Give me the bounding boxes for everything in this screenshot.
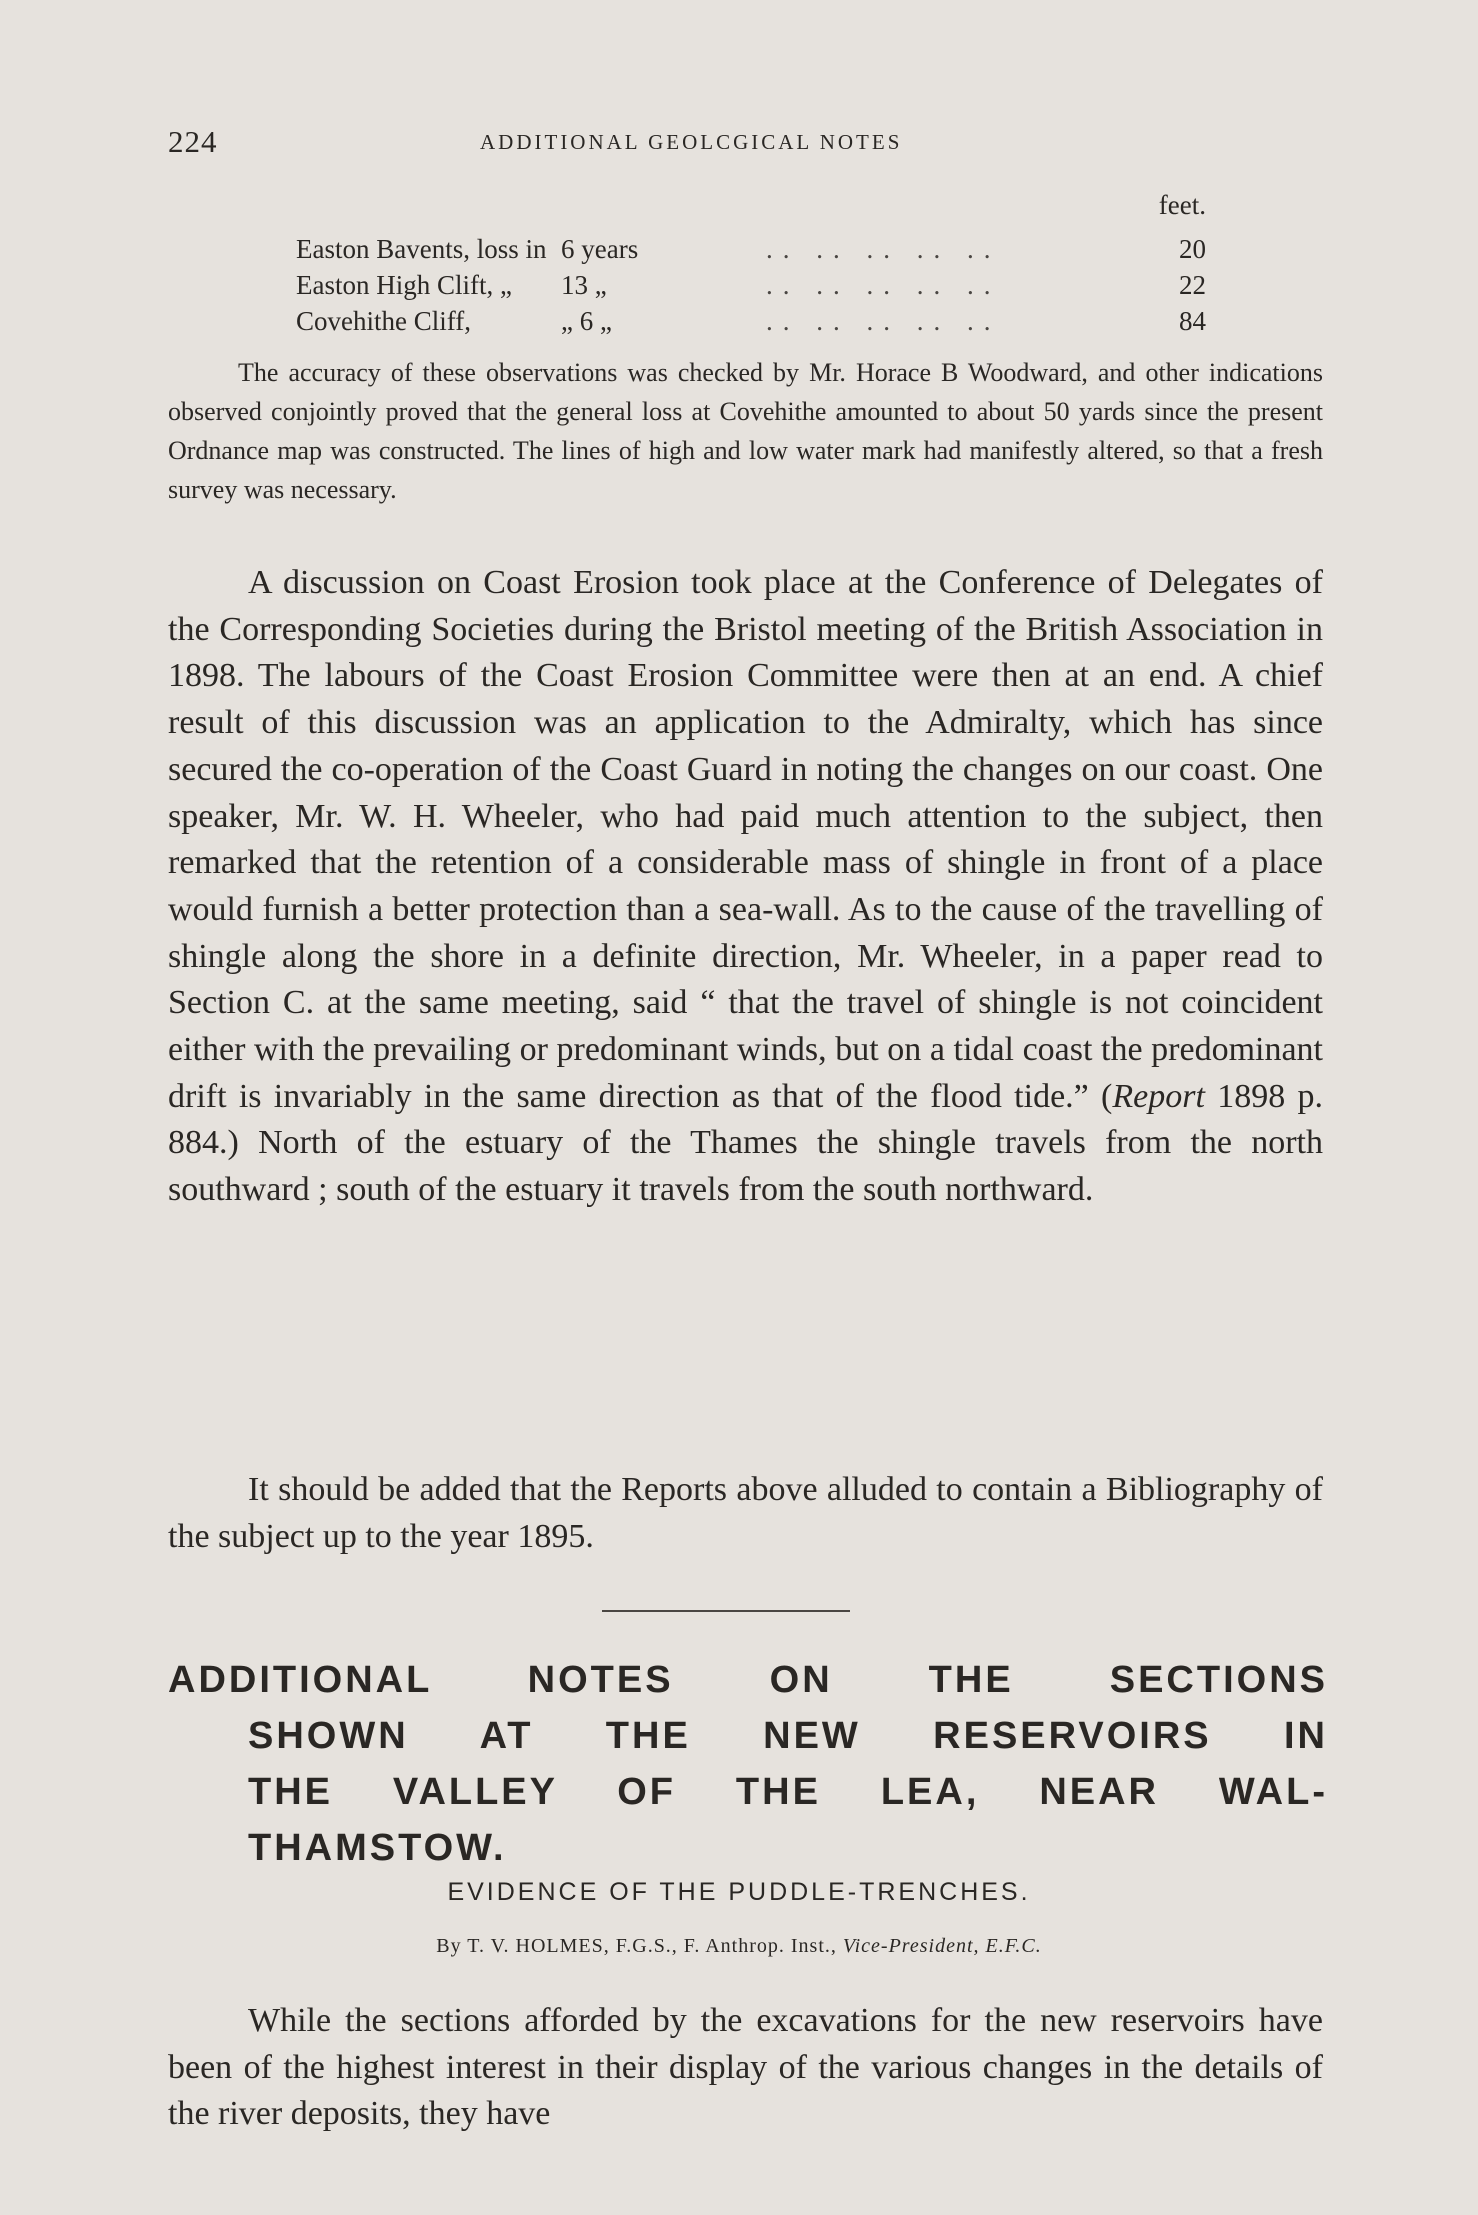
discussion-text-continued: 1898 p. 884.) North of the estuary of the Thames the shingle travels from the north southward ; south of the estuary it travels from the south northward. — [168, 1077, 1324, 1209]
leader-dots: .. .. .. .. .. — [766, 234, 1001, 264]
title-line: ADDITIONAL NOTES ON THE SECTIONS — [168, 1659, 1328, 1701]
running-title: ADDITIONAL GEOLCGICAL NOTES — [480, 130, 903, 154]
title-line: THE VALLEY OF THE LEA, NEAR WAL- — [248, 1771, 1328, 1813]
place-name: Easton High Clift, „ — [296, 270, 512, 300]
page-number: 224 — [168, 124, 218, 159]
author-name: By T. V. HOLMES, F.G.S., F. Anthrop. Inst., — [436, 1935, 837, 1957]
running-head — [0, 124, 1478, 164]
discussion-paragraph — [168, 560, 1323, 1214]
place-name: Easton Bavents, loss in — [296, 234, 547, 264]
leader-dots: .. .. .. .. .. — [766, 270, 1001, 300]
article-subtitle: EVIDENCE OF THE PUDDLE-TRENCHES. — [447, 1878, 1031, 1906]
table-row — [296, 270, 1206, 306]
years-value: 13 „ — [561, 270, 607, 300]
table-row — [296, 306, 1206, 342]
title-line: SHOWN AT THE NEW RESERVOIRS IN — [248, 1715, 1328, 1757]
author-title: Vice-President, E.F.C. — [842, 1935, 1042, 1957]
report-citation: Report — [1112, 1077, 1205, 1115]
accuracy-paragraph: The accuracy of these observations was checked by Mr. Horace B Woodward, and other indications observed conjointly proved that the general loss at Covehithe amounted to about 50 yards since the present Ordnance map was constructed. The lines of high and low water mark had manifestly altered, so that a fresh survey was necessary. — [168, 358, 1323, 504]
loss-feet-value: 22 — [1179, 270, 1206, 300]
bibliography-paragraph: It should be added that the Reports above alluded to contain a Bibliography of the subject up to the year 1895. — [168, 1471, 1323, 1555]
author-byline — [0, 1935, 1478, 1958]
article-title — [168, 1652, 1328, 1876]
years-value: „ 6 „ — [561, 306, 612, 336]
sections-intro-paragraph: While the sections afforded by the excavations for the new reservoirs have been of the highest interest in their display of the various changes in the details of the river deposits, they have — [168, 2002, 1323, 2133]
place-name: Covehithe Cliff, — [296, 306, 471, 336]
discussion-text: A discussion on Coast Erosion took place at the Conference of Delegates of the Corresponding Societies during the Bristol meeting of the British Association in 1898. The labours of the Coast Erosion Committee were then at an end. A chief result of this discussion was an application to the Admiralty, which has since secured the co-operation of the Coast Guard in noting the changes on our coast. One speaker, Mr. W. H. Wheeler, who had paid much attention to the subject, then remarked that the retention of a considerable mass of shingle in front of a place would furnish a better protection than a sea-wall. As to the cause of the travelling of shingle along the shore in a definite direction, Mr. Wheeler, in a paper read to Section C. at the same meeting, said “ that the travel of shingle is not coincident either with the prevailing or predominant winds, but on a tidal coast the predominant drift is invariably in the same direction as that of the flood tide.” ( — [168, 564, 1323, 1115]
unit-label: feet. — [1158, 190, 1206, 220]
loss-feet-value: 84 — [1179, 306, 1206, 336]
loss-feet-value: 20 — [1179, 234, 1206, 264]
years-value: 6 years — [561, 234, 639, 264]
leader-dots: .. .. .. .. .. — [766, 306, 1001, 336]
title-line: THAMSTOW. — [248, 1827, 507, 1869]
table-row — [296, 234, 1206, 270]
section-divider — [602, 1610, 850, 1612]
